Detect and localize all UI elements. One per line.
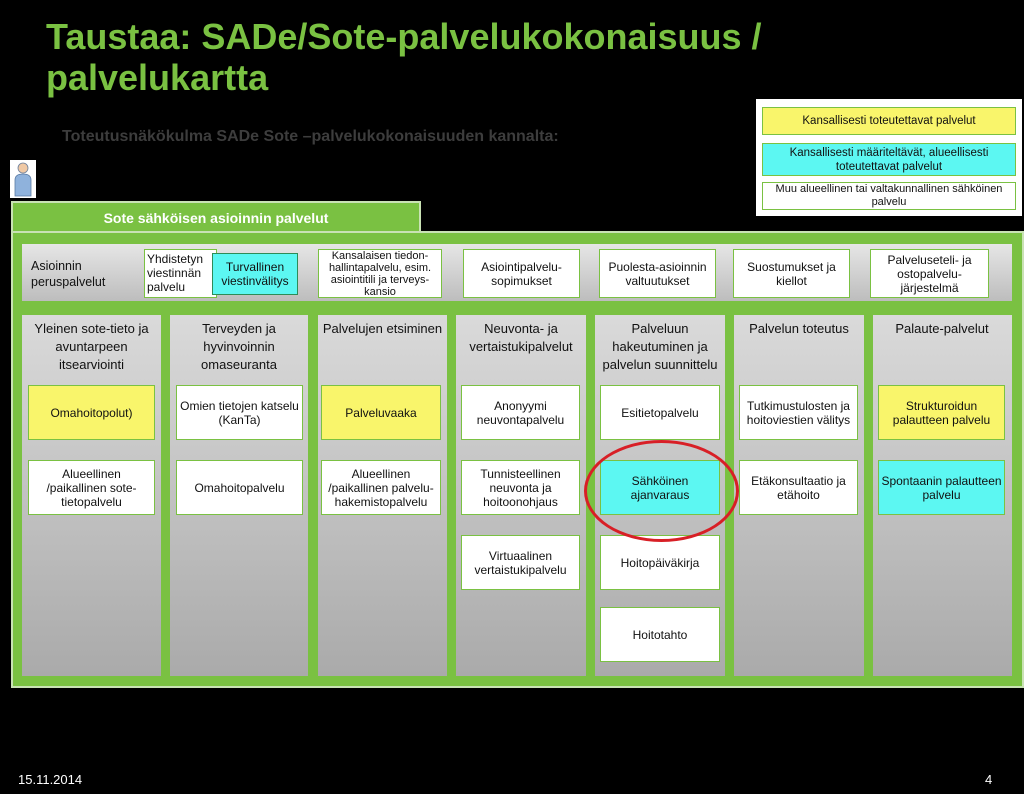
service-box: Etäkonsultaatio ja etähoito bbox=[739, 460, 858, 515]
service-box: Omahoitopalvelu bbox=[176, 460, 303, 515]
service-box: Sähköinen ajanvaraus bbox=[600, 460, 720, 515]
service-box: Tutkimustulosten ja hoitoviestien välitys bbox=[739, 385, 858, 440]
service-box: Esitietopalvelu bbox=[600, 385, 720, 440]
column-title: Yleinen sote-tieto ja avuntarpeen itsearviointi bbox=[34, 321, 149, 372]
column-title: Palvelun toteutus bbox=[749, 321, 849, 336]
column-title: Palvelujen etsiminen bbox=[322, 321, 443, 336]
legend-item-national: Kansallisesti toteutettavat palvelut bbox=[762, 107, 1016, 135]
service-box: Anonyymi neuvontapalvelu bbox=[461, 385, 580, 440]
service-box: Spontaanin palautteen palvelu bbox=[878, 460, 1005, 515]
basic-services-label: Asioinnin peruspalvelut bbox=[31, 259, 106, 289]
basic-service-label: Yhdistetyn viestinnän palvelu bbox=[147, 252, 204, 294]
service-box: Alueellinen /paikallinen sote-tietopalvelu bbox=[28, 460, 155, 515]
legend bbox=[756, 99, 1022, 216]
slide-subtitle: Toteutusnäkökulma SADe Sote –palvelukokonaisuuden kannalta: bbox=[62, 128, 559, 145]
map-header: Sote sähköisen asioinnin palvelut bbox=[11, 201, 421, 232]
service-box: Strukturoidun palautteen palvelu bbox=[878, 385, 1005, 440]
service-box: Alueellinen /paikallinen palvelu-hakemistopalvelu bbox=[321, 460, 441, 515]
basic-service-box: Palveluseteli- ja ostopalvelu-järjestelmä bbox=[870, 249, 989, 298]
service-box: Hoitotahto bbox=[600, 607, 720, 662]
service-box: Omien tietojen katselu (KanTa) bbox=[176, 385, 303, 440]
service-box: Omahoitopolut) bbox=[28, 385, 155, 440]
legend-item-other: Muu alueellinen tai valtakunnallinen sähköinen palvelu bbox=[762, 182, 1016, 210]
basic-service-box bbox=[144, 249, 217, 298]
column-title: Palaute-palvelut bbox=[895, 321, 989, 336]
column-title: Palveluun hakeutuminen ja palvelun suunnittelu bbox=[602, 321, 718, 372]
basic-service-box: Kansalaisen tiedon-hallintapalvelu, esim. asiointitili ja terveys-kansio bbox=[318, 249, 442, 298]
legend-item-regional: Kansallisesti määriteltävät, alueellisesti toteutettavat palvelut bbox=[762, 143, 1016, 176]
basic-service-box: Puolesta-asioinnin valtuutukset bbox=[599, 249, 716, 298]
basic-service-box: Asiointipalvelu-sopimukset bbox=[463, 249, 580, 298]
service-box: Palveluvaaka bbox=[321, 385, 441, 440]
column-title: Neuvonta- ja vertaistukipalvelut bbox=[469, 321, 573, 354]
slide-date: 15.11.2014 bbox=[18, 772, 83, 787]
column-title: Terveyden ja hyvinvoinnin omaseuranta bbox=[201, 321, 277, 372]
slide-title: Taustaa: SADe/Sote-palvelukokonaisuus / palvelukartta bbox=[46, 16, 762, 98]
service-box: Virtuaalinen vertaistukipalvelu bbox=[461, 535, 580, 590]
basic-service-box: Suostumukset ja kiellot bbox=[733, 249, 850, 298]
highlight-circle bbox=[584, 440, 739, 542]
page-number: 4 bbox=[985, 772, 993, 787]
person-icon bbox=[10, 160, 36, 198]
service-box: Hoitopäiväkirja bbox=[600, 535, 720, 590]
basic-service-box: Turvallinen viestinvälitys bbox=[212, 253, 298, 295]
service-box: Tunnisteellinen neuvonta ja hoitoonohjaus bbox=[461, 460, 580, 515]
